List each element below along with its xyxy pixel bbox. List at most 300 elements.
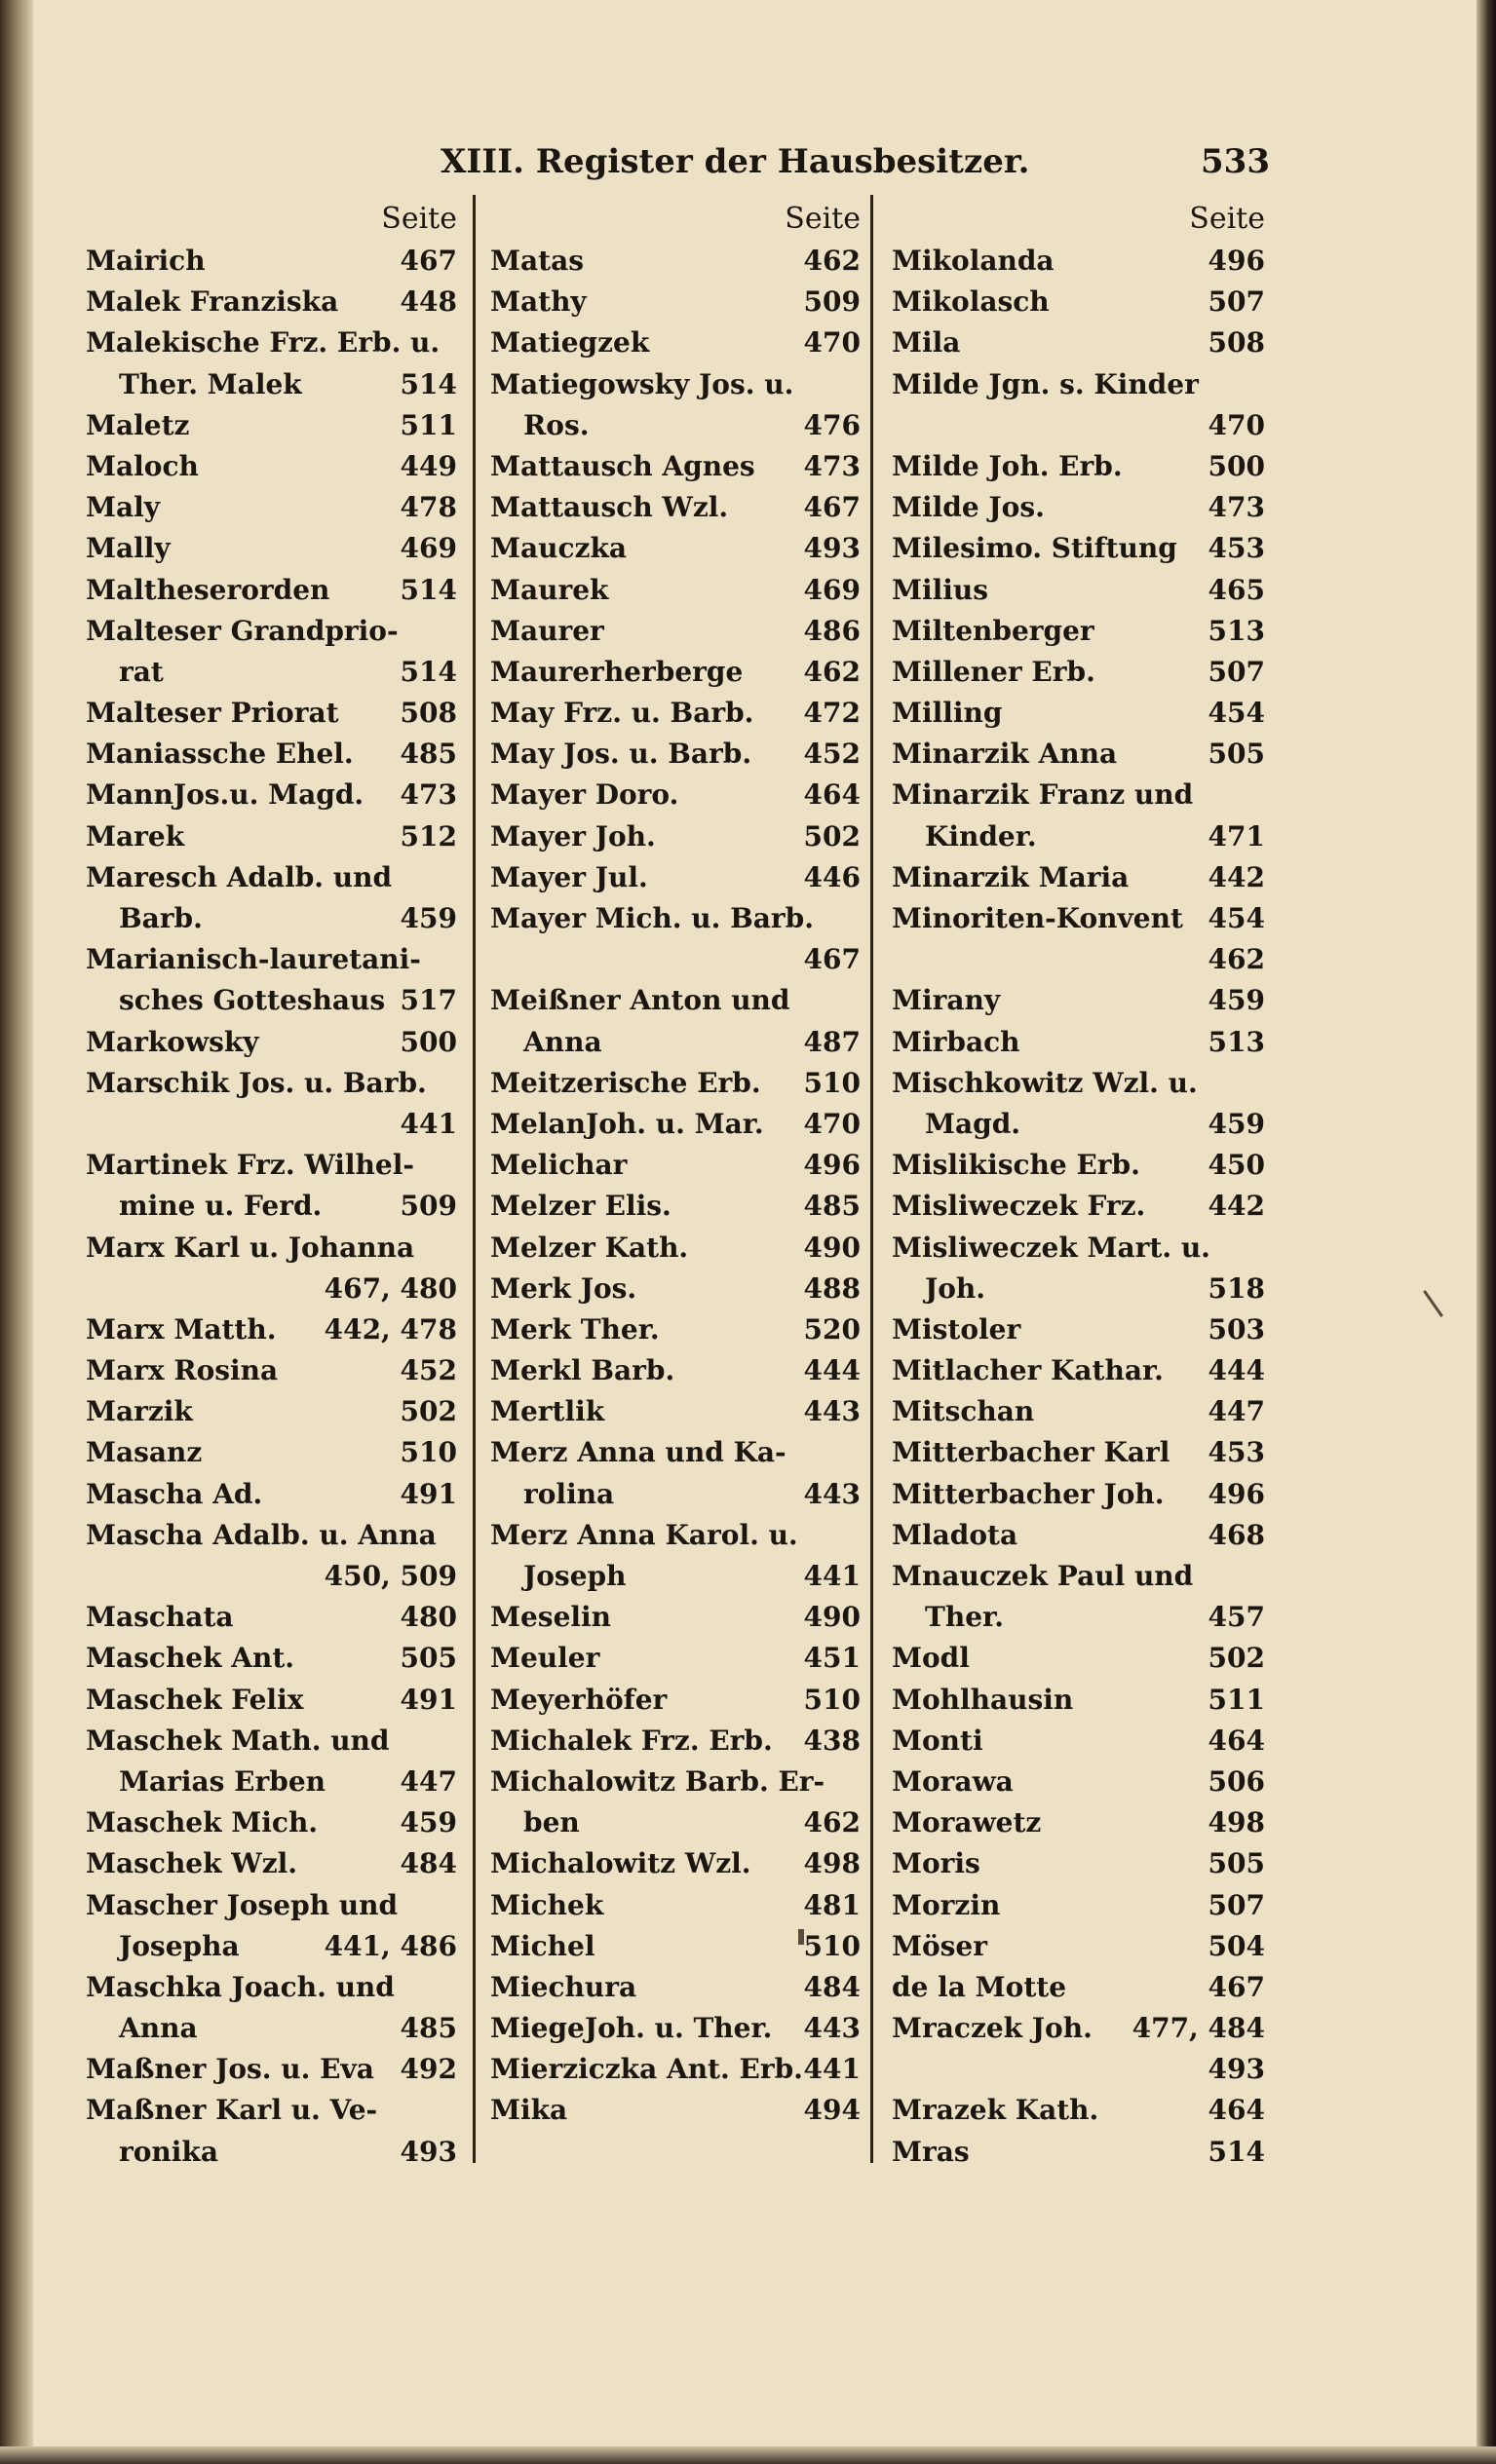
index-entry — [490, 241, 863, 282]
index-entry — [892, 487, 1267, 528]
entry-name: MannJos.u. Magd. — [86, 778, 364, 812]
ink-speck — [798, 1929, 804, 1945]
entry-pages: 444 — [1208, 1354, 1265, 1387]
index-entry — [892, 2008, 1267, 2049]
entry-pages: 485 — [400, 2012, 457, 2045]
entry-name: Melzer Kath. — [490, 1231, 689, 1264]
entry-pages: 457 — [1208, 1601, 1265, 1634]
entry-name: Mraczek Joh. — [892, 2012, 1093, 2045]
entry-pages: 485 — [400, 738, 457, 771]
index-entry — [86, 1391, 459, 1432]
entry-pages: 462 — [803, 245, 861, 277]
index-entry — [490, 1926, 863, 1967]
entry-pages: 464 — [803, 778, 861, 812]
entry-pages: 493 — [1208, 2053, 1265, 2086]
entry-name: Miechura — [490, 1970, 637, 2003]
entry-pages: 486 — [803, 614, 861, 647]
entry-pages: 491 — [400, 1683, 457, 1716]
index-entry — [490, 1515, 863, 1556]
entry-name: Joseph — [523, 1560, 627, 1592]
index-entry — [490, 693, 863, 734]
ink-speck — [1423, 1290, 1443, 1317]
entry-name: Mischkowitz Wzl. u. — [892, 1066, 1198, 1099]
entry-name: Mattausch Wzl. — [490, 491, 729, 524]
entry-name: Michel — [490, 1929, 595, 1962]
index-entry — [86, 570, 459, 611]
index-entry — [86, 2008, 459, 2049]
entry-name: Magd. — [925, 1107, 1021, 1140]
entry-pages: 467 — [803, 491, 861, 524]
index-entry — [490, 1269, 863, 1309]
entry-pages: 513 — [1208, 614, 1265, 647]
entry-name: de la Motte — [892, 1970, 1067, 2003]
index-entry — [892, 322, 1267, 363]
entry-name: Maschek Math. und — [86, 1724, 390, 1757]
index-entry — [86, 1350, 459, 1391]
entry-pages: 510 — [400, 1436, 457, 1469]
entry-pages: 441 — [803, 2053, 861, 2086]
entry-pages: 496 — [1208, 1477, 1265, 1510]
entry-name: Maschek Mich. — [86, 1806, 319, 1839]
index-entry — [86, 2090, 459, 2131]
entry-pages: 453 — [1208, 532, 1265, 565]
index-entry — [490, 898, 863, 939]
entry-name: Mika — [490, 2094, 568, 2127]
index-entry — [892, 570, 1267, 611]
entry-name: Morzin — [892, 1888, 1001, 1921]
entry-name: Milde Joh. Erb. — [892, 449, 1123, 482]
index-entry — [86, 1269, 459, 1309]
entry-name: Mnauczek Paul und — [892, 1560, 1194, 1592]
entry-pages: 511 — [400, 408, 457, 441]
entry-pages: 438 — [803, 1724, 861, 1757]
entry-name: Mitterbacher Karl — [892, 1436, 1170, 1469]
entry-name: Mally — [86, 532, 171, 565]
index-entry — [86, 652, 459, 693]
entry-pages: 465 — [1208, 573, 1265, 606]
index-entry — [86, 1515, 459, 1556]
entry-pages: 469 — [803, 573, 861, 606]
entry-pages: 472 — [803, 697, 861, 730]
column-divider — [473, 195, 476, 2163]
entry-name: Marx Matth. — [86, 1312, 277, 1346]
index-entry — [892, 1186, 1267, 1227]
index-entry — [86, 734, 459, 775]
page-title: XIII. Register der Hausbesitzer. — [441, 142, 1030, 181]
entry-pages: 467, 480 — [324, 1271, 457, 1305]
index-entry — [490, 1350, 863, 1391]
index-entry — [892, 1309, 1267, 1350]
index-entry — [86, 241, 459, 282]
index-entry — [86, 939, 459, 980]
index-entry — [86, 2049, 459, 2090]
entry-name: Modl — [892, 1642, 970, 1675]
entry-name: Milde Jos. — [892, 491, 1045, 524]
entry-pages: 491 — [400, 1477, 457, 1510]
entry-name: Mislikische Erb. — [892, 1149, 1140, 1182]
entry-name: Minarzik Franz und — [892, 778, 1194, 812]
index-entry — [490, 364, 863, 405]
index-entry — [86, 1063, 459, 1104]
entry-name: Malekische Frz. Erb. u. — [86, 326, 441, 360]
page-edge-right — [1477, 0, 1496, 2464]
entry-pages: 477, 484 — [1132, 2012, 1265, 2045]
index-entry — [490, 980, 863, 1021]
entry-name: Möser — [892, 1929, 987, 1962]
entry-name: Michalowitz Wzl. — [490, 1847, 751, 1880]
index-entry — [86, 1885, 459, 1926]
entry-name: Maurerherberge — [490, 655, 744, 688]
index-entry — [892, 652, 1267, 693]
index-entry — [892, 775, 1267, 815]
entry-pages: 469 — [400, 532, 457, 565]
index-entry — [86, 1802, 459, 1843]
entry-name: Malek Franziska — [86, 285, 339, 319]
entry-name: Maschek Wzl. — [86, 1847, 297, 1880]
index-entry — [490, 2090, 863, 2131]
entry-pages: 480 — [400, 1601, 457, 1634]
entry-pages: 453 — [1208, 1436, 1265, 1469]
index-entry — [490, 487, 863, 528]
index-entry — [892, 1474, 1267, 1515]
index-entry — [892, 939, 1267, 980]
index-entry — [490, 2008, 863, 2049]
index-entry — [86, 1432, 459, 1473]
entry-name: Merk Ther. — [490, 1312, 660, 1346]
entry-name: Anna — [523, 1025, 602, 1058]
index-entry — [892, 1638, 1267, 1679]
index-entry — [892, 282, 1267, 322]
seite-label: Seite — [785, 202, 861, 236]
entry-name: Mattausch Agnes — [490, 449, 755, 482]
index-entry — [86, 1967, 459, 2008]
entry-name: Misliweczek Frz. — [892, 1190, 1146, 1223]
entry-pages: 514 — [400, 573, 457, 606]
index-column-3 — [892, 198, 1267, 2173]
entry-name: Malteser Priorat — [86, 697, 339, 730]
index-entry — [892, 1432, 1267, 1473]
entry-pages: 459 — [1208, 984, 1265, 1017]
index-entry — [892, 734, 1267, 775]
entry-pages: 484 — [400, 1847, 457, 1880]
entry-pages: 507 — [1208, 655, 1265, 688]
entry-name: Maresch Adalb. und — [86, 860, 393, 893]
index-entry — [86, 1474, 459, 1515]
index-entry — [490, 1556, 863, 1597]
entry-name: Mila — [892, 326, 961, 360]
entry-pages: 476 — [803, 408, 861, 441]
index-entry — [892, 1556, 1267, 1597]
index-entry — [86, 816, 459, 857]
entry-pages: 470 — [1208, 408, 1265, 441]
entry-pages: 510 — [803, 1683, 861, 1716]
entry-name: Mayer Mich. u. Barb. — [490, 902, 814, 934]
entry-name: Masanz — [86, 1436, 203, 1469]
entry-pages: 514 — [400, 655, 457, 688]
index-entry — [892, 2049, 1267, 2090]
entry-name: Melichar — [490, 1149, 628, 1182]
entry-pages: 514 — [400, 367, 457, 400]
entry-name: Minoriten-Konvent — [892, 902, 1183, 934]
index-entry — [490, 405, 863, 446]
entry-pages: 509 — [803, 285, 861, 319]
entry-pages: 496 — [1208, 245, 1265, 277]
entry-name: rat — [119, 655, 164, 688]
index-entry — [86, 1022, 459, 1063]
index-entry — [892, 1843, 1267, 1884]
entry-pages: 490 — [803, 1231, 861, 1264]
entry-pages: 494 — [803, 2094, 861, 2127]
entry-pages: 493 — [400, 2135, 457, 2168]
entry-name: Mitlacher Kathar. — [892, 1354, 1164, 1387]
entry-name: Mayer Jul. — [490, 860, 648, 893]
index-entry — [490, 282, 863, 322]
entry-name: Morawetz — [892, 1806, 1042, 1839]
entry-name: Merz Anna und Ka- — [490, 1436, 786, 1469]
entry-pages: 470 — [803, 1107, 861, 1140]
index-entry — [892, 1597, 1267, 1638]
index-entry — [86, 611, 459, 652]
entry-pages: 505 — [400, 1642, 457, 1675]
index-entry — [490, 1145, 863, 1186]
index-entry — [892, 611, 1267, 652]
entry-pages: 520 — [803, 1312, 861, 1346]
entry-pages: 446 — [803, 860, 861, 893]
column-divider — [870, 195, 873, 2163]
entry-name: Mathy — [490, 285, 587, 319]
index-entry — [86, 1721, 459, 1762]
index-entry — [892, 693, 1267, 734]
index-entry — [892, 1350, 1267, 1391]
entry-pages: 449 — [400, 449, 457, 482]
entry-name: Ther. — [925, 1601, 1004, 1634]
entry-name: Marianisch-lauretani- — [86, 943, 421, 976]
entry-name: Anna — [119, 2012, 198, 2045]
index-entry — [490, 1309, 863, 1350]
entry-name: Mayer Doro. — [490, 778, 679, 812]
index-entry — [892, 1721, 1267, 1762]
index-entry — [86, 364, 459, 405]
index-entry — [490, 570, 863, 611]
entry-name: Morawa — [892, 1764, 1014, 1798]
entry-pages: 481 — [803, 1888, 861, 1921]
index-entry — [490, 939, 863, 980]
entry-name: Maschka Joach. und — [86, 1970, 395, 2003]
entry-pages: 485 — [803, 1190, 861, 1223]
index-entry — [490, 1022, 863, 1063]
entry-name: Maschek Ant. — [86, 1642, 295, 1675]
index-entry — [490, 775, 863, 815]
entry-name: May Jos. u. Barb. — [490, 738, 752, 771]
entry-pages: 447 — [1208, 1395, 1265, 1428]
entry-pages: 462 — [803, 655, 861, 688]
index-entry — [86, 980, 459, 1021]
index-entry — [490, 1597, 863, 1638]
entry-pages: 462 — [1208, 943, 1265, 976]
index-entry — [86, 1680, 459, 1721]
index-entry — [86, 1762, 459, 1802]
index-entry — [490, 1721, 863, 1762]
entry-name: Meuler — [490, 1642, 600, 1675]
entry-pages: 492 — [400, 2053, 457, 2086]
index-entry — [86, 898, 459, 939]
index-entry — [490, 1432, 863, 1473]
entry-name: Meselin — [490, 1601, 612, 1634]
entry-name: Michalowitz Barb. Er- — [490, 1764, 825, 1798]
entry-pages: 505 — [1208, 1847, 1265, 1880]
index-entry — [490, 1104, 863, 1145]
entry-name: May Frz. u. Barb. — [490, 697, 754, 730]
entry-pages: 507 — [1208, 1888, 1265, 1921]
entry-pages: 467 — [803, 943, 861, 976]
entry-name: Milesimo. Stiftung — [892, 532, 1177, 565]
index-entry — [892, 241, 1267, 282]
index-entry — [490, 322, 863, 363]
page-binding-shadow — [0, 0, 33, 2464]
entry-pages: 498 — [1208, 1806, 1265, 1839]
entry-name: Mierziczka Ant. Erb. — [490, 2053, 803, 2086]
index-entry — [892, 898, 1267, 939]
entry-name: Matas — [490, 245, 584, 277]
entry-pages: 484 — [803, 1970, 861, 2003]
index-entry — [86, 1556, 459, 1597]
index-entry — [490, 1391, 863, 1432]
entry-name: Mrazek Kath. — [892, 2094, 1099, 2127]
entry-name: Minarzik Anna — [892, 738, 1118, 771]
entry-name: Maschek Felix — [86, 1683, 304, 1716]
index-entry — [892, 1391, 1267, 1432]
entry-pages: 442 — [1208, 860, 1265, 893]
entry-pages: 496 — [803, 1149, 861, 1182]
entry-pages: 508 — [1208, 326, 1265, 360]
entry-pages: 509 — [400, 1190, 457, 1223]
entry-pages: 493 — [803, 532, 861, 565]
index-entry — [86, 1926, 459, 1967]
entry-name: Marias Erben — [119, 1764, 326, 1798]
index-entry — [892, 980, 1267, 1021]
index-entry — [490, 1802, 863, 1843]
entry-name: Maniassche Ehel. — [86, 738, 354, 771]
entry-name: Marx Rosina — [86, 1354, 279, 1387]
index-entry — [86, 857, 459, 898]
entry-pages: 503 — [1208, 1312, 1265, 1346]
entry-name: Mauczka — [490, 532, 627, 565]
entry-name: ben — [523, 1806, 580, 1839]
entry-name: Maßner Jos. u. Eva — [86, 2053, 374, 2086]
index-entry — [86, 775, 459, 815]
index-entry — [490, 1885, 863, 1926]
index-entry — [892, 528, 1267, 569]
entry-name: Maletz — [86, 408, 190, 441]
entry-name: Milling — [892, 697, 1003, 730]
entry-pages: 510 — [803, 1929, 861, 1962]
index-entry — [490, 1228, 863, 1269]
seite-label: Seite — [381, 202, 457, 236]
entry-name: Matiegzek — [490, 326, 650, 360]
index-entry — [490, 1762, 863, 1802]
entry-pages: 443 — [803, 2012, 861, 2045]
entry-pages: 448 — [400, 285, 457, 319]
index-entry — [892, 1926, 1267, 1967]
entry-pages: 454 — [1208, 697, 1265, 730]
entry-pages: 464 — [1208, 2094, 1265, 2127]
entry-name: Ther. Malek — [119, 367, 302, 400]
entry-name: rolina — [523, 1477, 615, 1510]
entry-pages: 514 — [1208, 2135, 1265, 2168]
entry-pages: 502 — [1208, 1642, 1265, 1675]
entry-name: Joh. — [925, 1271, 986, 1305]
index-entry — [892, 405, 1267, 446]
entry-pages: 502 — [803, 819, 861, 853]
index-entry — [892, 1269, 1267, 1309]
entry-pages: 471 — [1208, 819, 1265, 853]
entry-name: Mitschan — [892, 1395, 1035, 1428]
entry-pages: 444 — [803, 1354, 861, 1387]
index-entry — [892, 816, 1267, 857]
entry-name: Mirbach — [892, 1025, 1020, 1058]
entry-pages: 487 — [803, 1025, 861, 1058]
entry-pages: 498 — [803, 1847, 861, 1880]
entry-pages: 459 — [400, 1806, 457, 1839]
index-entry — [490, 2049, 863, 2090]
index-column-1 — [86, 198, 459, 2173]
entry-pages: 441 — [400, 1107, 457, 1140]
index-entry — [490, 816, 863, 857]
entry-name: Minarzik Maria — [892, 860, 1130, 893]
entry-name: Maltheserorden — [86, 573, 330, 606]
entry-name: Mirany — [892, 984, 1001, 1017]
entry-name: MiegeJoh. u. Ther. — [490, 2012, 773, 2045]
entry-pages: 450, 509 — [324, 1560, 457, 1592]
entry-pages: 452 — [803, 738, 861, 771]
entry-name: Kinder. — [925, 819, 1037, 853]
entry-name: Meißner Anton und — [490, 984, 790, 1017]
entry-name: Michek — [490, 1888, 604, 1921]
entry-pages: 468 — [1208, 1518, 1265, 1551]
entry-pages: 451 — [803, 1642, 861, 1675]
entry-name: Meitzerische Erb. — [490, 1066, 761, 1099]
index-entry — [490, 857, 863, 898]
entry-pages: 470 — [803, 326, 861, 360]
index-entry — [490, 1474, 863, 1515]
entry-name: Meyerhöfer — [490, 1683, 668, 1716]
entry-pages: 441, 486 — [324, 1929, 457, 1962]
entry-name: Mikolasch — [892, 285, 1050, 319]
index-entry — [892, 1104, 1267, 1145]
index-entry — [86, 528, 459, 569]
index-entry — [490, 734, 863, 775]
entry-name: Mikolanda — [892, 245, 1055, 277]
entry-pages: 508 — [400, 697, 457, 730]
entry-pages: 459 — [1208, 1107, 1265, 1140]
index-entry — [86, 1228, 459, 1269]
entry-pages: 506 — [1208, 1764, 1265, 1798]
entry-name: ronika — [119, 2135, 218, 2168]
index-entry — [490, 1680, 863, 1721]
index-entry — [86, 322, 459, 363]
index-entry — [892, 1885, 1267, 1926]
index-entry — [490, 1638, 863, 1679]
entry-pages: 467 — [400, 245, 457, 277]
entry-pages: 442 — [1208, 1190, 1265, 1223]
index-entry — [892, 1145, 1267, 1186]
entry-name: Ros. — [523, 408, 590, 441]
entry-pages: 464 — [1208, 1724, 1265, 1757]
index-entry — [86, 282, 459, 322]
entry-name: Marzik — [86, 1395, 193, 1428]
entry-name: Maly — [86, 491, 161, 524]
index-entry — [86, 487, 459, 528]
